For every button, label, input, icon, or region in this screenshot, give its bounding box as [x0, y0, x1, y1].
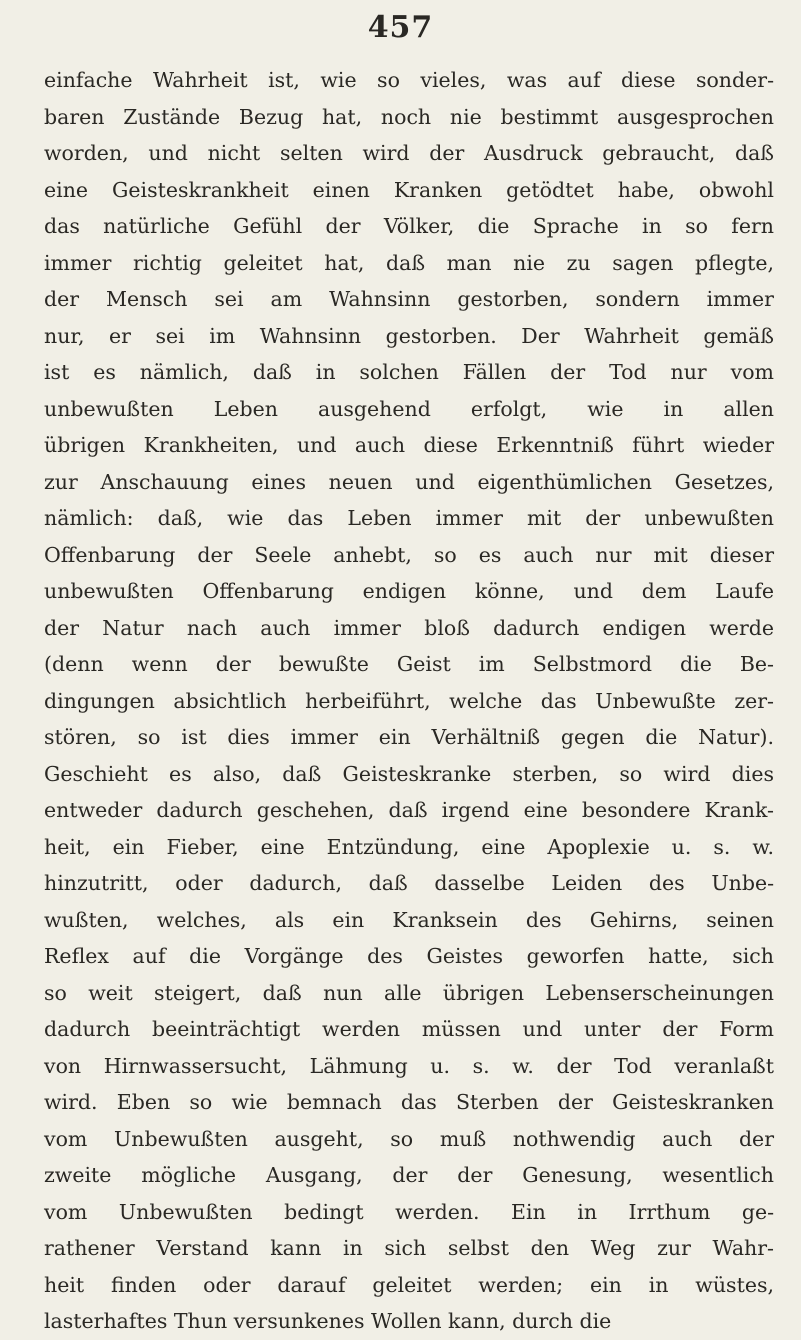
text-line: der Natur nach auch immer bloß dadurch endigen werde [44, 615, 774, 640]
text-line: nur, er sei im Wahnsinn gestorben. Der Wahrheit gemäß [44, 323, 774, 348]
text-line: unbewußten Leben ausgehend erfolgt, wie in allen [44, 396, 774, 421]
text-line: Reflex auf die Vorgänge des Geistes geworfen hatte, sich [44, 944, 774, 968]
text-line: stören, so ist dies immer ein Verhältniß gegen die Natur). [44, 725, 774, 749]
text-line: (denn wenn der bewußte Geist im Selbstmord die Be- [44, 652, 774, 676]
text-line: nämlich: daß, wie das Leben immer mit der unbewußten [44, 506, 774, 530]
text-line: wußten, welches, als ein Kranksein des Gehirns, seinen [44, 907, 774, 932]
text-line: so weit steigert, daß nun alle übrigen Lebenserscheinungen [44, 980, 774, 1005]
text-line: zweite mögliche Ausgang, der der Genesung, wesentlich [44, 1163, 774, 1187]
text-line: hinzutritt, oder dadurch, daß dasselbe Leiden des Unbe- [44, 871, 774, 895]
text-line: lasterhaftes Thun versunkenes Wollen kann, durch die [44, 1309, 612, 1333]
text-line: Geschieht es also, daß Geisteskranke sterben, so wird dies [44, 761, 774, 786]
text-line: entweder dadurch geschehen, daß irgend eine besondere Krank- [44, 798, 774, 822]
text-line: einfache Wahrheit ist, wie so vieles, was auf diese sonder- [44, 68, 774, 92]
text-line: Offenbarung der Seele anhebt, so es auch nur mit dieser [44, 542, 774, 567]
body-text [44, 62, 774, 1340]
text-line: eine Geisteskrankheit einen Kranken getödtet habe, obwohl [44, 177, 774, 202]
text-line: worden, und nicht selten wird der Ausdruck gebraucht, daß [44, 141, 774, 165]
text-line: heit, ein Fieber, eine Entzündung, eine Apoplexie u. s. w. [44, 834, 774, 859]
text-line: dadurch beeinträchtigt werden müssen und unter der Form [44, 1017, 774, 1041]
text-line: wird. Eben so wie bemnach das Sterben der Geisteskranken [44, 1090, 774, 1114]
text-line: rathener Verstand kann in sich selbst den Weg zur Wahr- [44, 1236, 774, 1260]
text-line: immer richtig geleitet hat, daß man nie zu sagen pflegte, [44, 250, 774, 275]
text-line: heit finden oder darauf geleitet werden; ein in wüstes, [44, 1272, 774, 1297]
text-line: das natürliche Gefühl der Völker, die Sprache in so fern [44, 214, 774, 238]
text-line: übrigen Krankheiten, und auch diese Erkenntniß führt wieder [44, 433, 774, 457]
text-line: vom Unbewußten ausgeht, so muß nothwendig auch der [44, 1126, 774, 1151]
text-line: zur Anschauung eines neuen und eigenthümlichen Gesetzes, [44, 469, 774, 494]
page-number: 457 [367, 10, 434, 45]
text-line: der Mensch sei am Wahnsinn gestorben, sondern immer [44, 287, 774, 311]
text-line: von Hirnwassersucht, Lähmung u. s. w. der Tod veranlaßt [44, 1053, 774, 1078]
text-line: vom Unbewußten bedingt werden. Ein in Irrthum ge- [44, 1199, 774, 1224]
text-line: dingungen absichtlich herbeiführt, welche das Unbewußte zer- [44, 688, 774, 713]
text-line: unbewußten Offenbarung endigen könne, und dem Laufe [44, 579, 774, 603]
text-line: baren Zustände Bezug hat, noch nie bestimmt ausgesprochen [44, 104, 774, 129]
text-line: ist es nämlich, daß in solchen Fällen der Tod nur vom [44, 360, 774, 384]
